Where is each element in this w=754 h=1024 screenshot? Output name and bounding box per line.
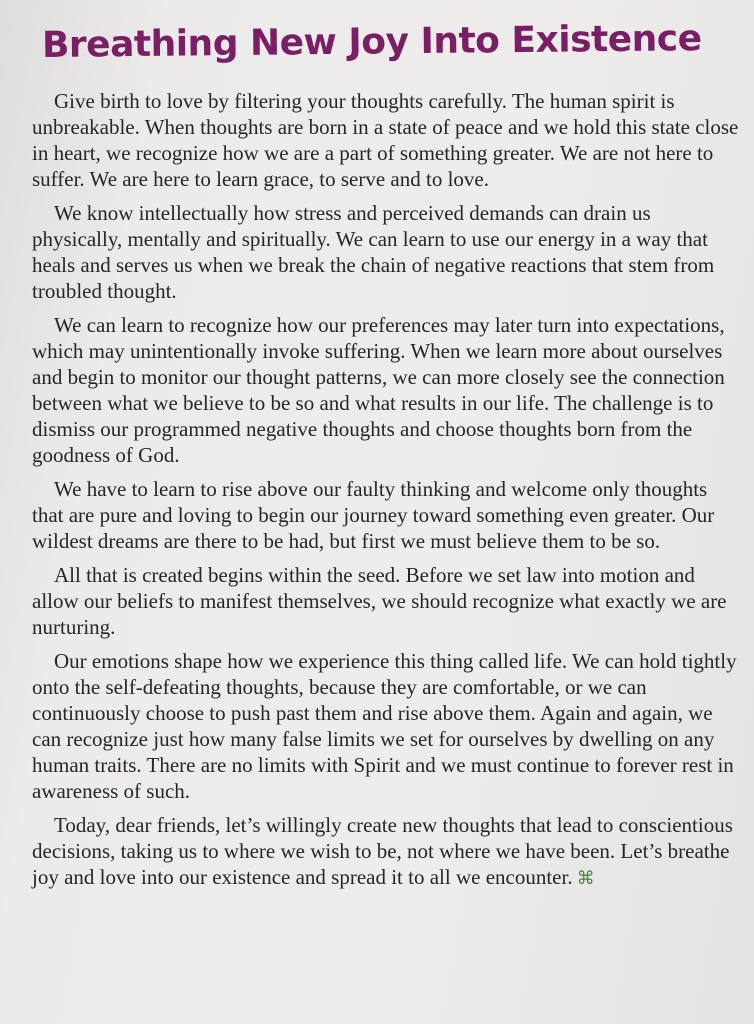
paragraph-7-text: Today, dear friends, let’s willingly create new thoughts that lead to conscientious decisions, taking us to where we wish to be, not where we have been. Let’s breathe joy and love into our existence and spread it to all we encounter. bbox=[32, 813, 733, 889]
article-body bbox=[24, 88, 744, 892]
paragraph-1: Give birth to love by filtering your thoughts carefully. The human spirit is unbreakable. When thoughts are born in a state of peace and we hold this state close in heart, we recognize how we are a part of something greater. We are not here to suffer. We are here to learn grace, to serve and to love. bbox=[32, 89, 739, 191]
paragraph-6: Our emotions shape how we experience this thing called life. We can hold tightly onto the self-defeating thoughts, because they are comfortable, or we can continuously choose to push past them and rise above them. Again and again, we can recognize just how many false limits we set for ourselves by dwelling on any human traits. There are no limits with Spirit and we must continue to forever rest in awareness of such. bbox=[32, 649, 737, 803]
paragraph-2: We know intellectually how stress and perceived demands can drain us physically, mentally and spiritually. We can learn to use our energy in a way that heals and serves us when we break the chain of negative reactions that stem from troubled thought. bbox=[32, 201, 715, 303]
page-title: Breathing New Joy Into Existence bbox=[41, 18, 702, 66]
end-mark-icon: ⌘ bbox=[576, 868, 595, 889]
paragraph-5: All that is created begins within the seed. Before we set law into motion and allow our beliefs to manifest themselves, we should recognize what exactly we are nurturing. bbox=[32, 563, 727, 639]
paragraph-4: We have to learn to rise above our faulty thinking and welcome only thoughts that are pure and loving to begin our journey toward something even greater. Our wildest dreams are there to be had, but first we must believe them to be so. bbox=[32, 477, 715, 553]
paragraph-7 bbox=[32, 812, 740, 892]
paragraph-3: We can learn to recognize how our preferences may later turn into expectations, which may unintentionally invoke suffering. When we learn more about ourselves and begin to monitor our thought patterns, we can more closely see the connection between what we believe to be so and what results in our life. The challenge is to dismiss our programmed negative thoughts and choose thoughts born from the goodness of God. bbox=[32, 313, 725, 467]
